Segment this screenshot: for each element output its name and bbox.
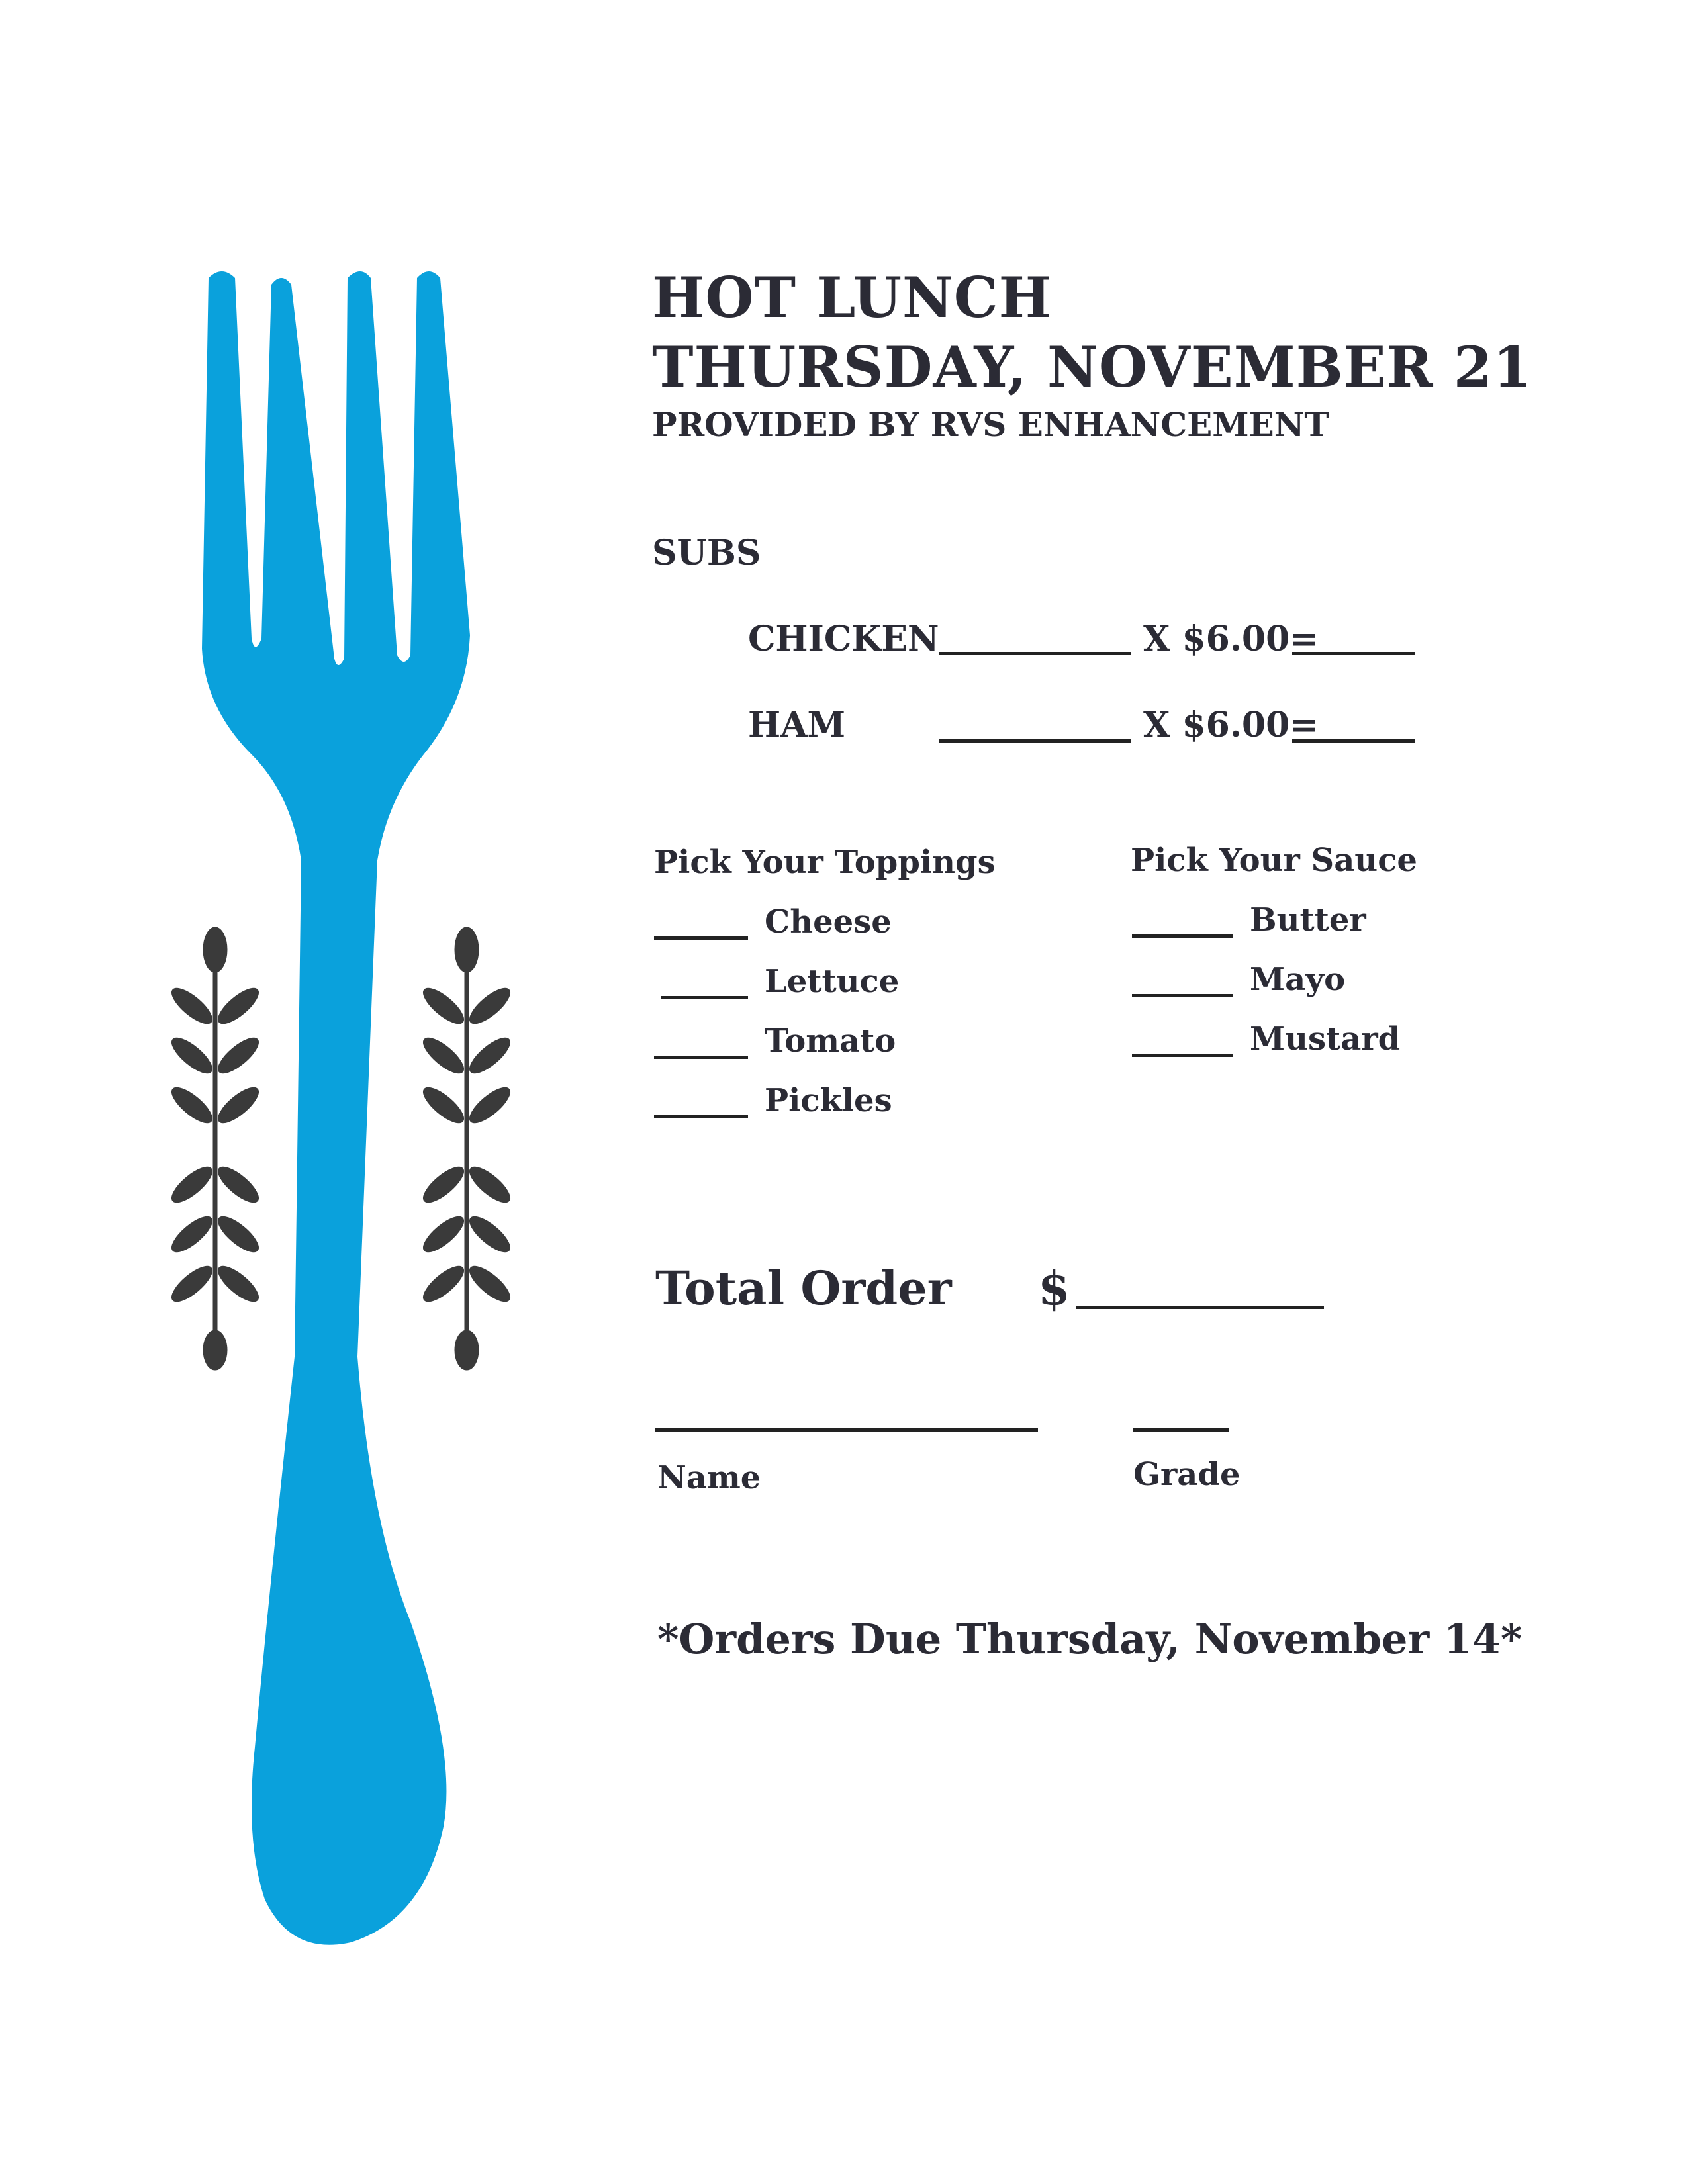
grade-blank[interactable] — [1133, 1428, 1229, 1432]
chicken-quantity-blank[interactable] — [939, 652, 1131, 655]
topping-label: Lettuce — [765, 963, 900, 1000]
name-label: Name — [657, 1459, 761, 1496]
sauce-label: Mayo — [1250, 961, 1346, 998]
topping-label: Tomato — [765, 1023, 896, 1060]
sub-item-ham-label: HAM — [748, 705, 846, 745]
sauce-label: Mustard — [1250, 1021, 1401, 1058]
grade-label: Grade — [1133, 1456, 1241, 1493]
toppings-heading: Pick Your Toppings — [654, 844, 996, 881]
ham-subtotal-blank[interactable] — [1292, 739, 1415, 743]
sauce-heading: Pick Your Sauce — [1131, 842, 1417, 879]
event-date: THURSDAY, NOVEMBER 21 — [652, 334, 1532, 400]
sauce-blank[interactable] — [1132, 994, 1233, 997]
topping-blank[interactable] — [654, 1056, 748, 1059]
currency-symbol: $ — [1038, 1261, 1070, 1316]
subs-heading: SUBS — [652, 533, 761, 573]
sauce-label: Butter — [1250, 901, 1366, 938]
due-date-note: *Orders Due Thursday, November 14* — [657, 1615, 1523, 1663]
chicken-price: X $6.00= — [1143, 619, 1319, 659]
sauce-blank[interactable] — [1132, 934, 1233, 938]
topping-blank[interactable] — [661, 996, 748, 999]
page-title: HOT LUNCH — [652, 265, 1053, 330]
topping-label: Pickles — [765, 1082, 892, 1119]
ham-quantity-blank[interactable] — [939, 739, 1131, 743]
name-blank[interactable] — [655, 1428, 1038, 1432]
leaf-sprig-icon — [167, 927, 263, 1370]
chicken-subtotal-blank[interactable] — [1292, 652, 1415, 655]
sauce-blank[interactable] — [1132, 1054, 1233, 1057]
leaf-sprig-icon — [418, 927, 515, 1370]
total-order-label: Total Order — [655, 1261, 952, 1316]
topping-label: Cheese — [765, 903, 892, 940]
total-amount-blank[interactable] — [1076, 1306, 1324, 1309]
topping-blank[interactable] — [654, 936, 748, 940]
sub-item-chicken-label: CHICKEN — [748, 619, 939, 659]
provider-line: PROVIDED BY RVS ENHANCEMENT — [652, 405, 1329, 444]
ham-price: X $6.00= — [1143, 705, 1319, 745]
topping-blank[interactable] — [654, 1115, 748, 1118]
